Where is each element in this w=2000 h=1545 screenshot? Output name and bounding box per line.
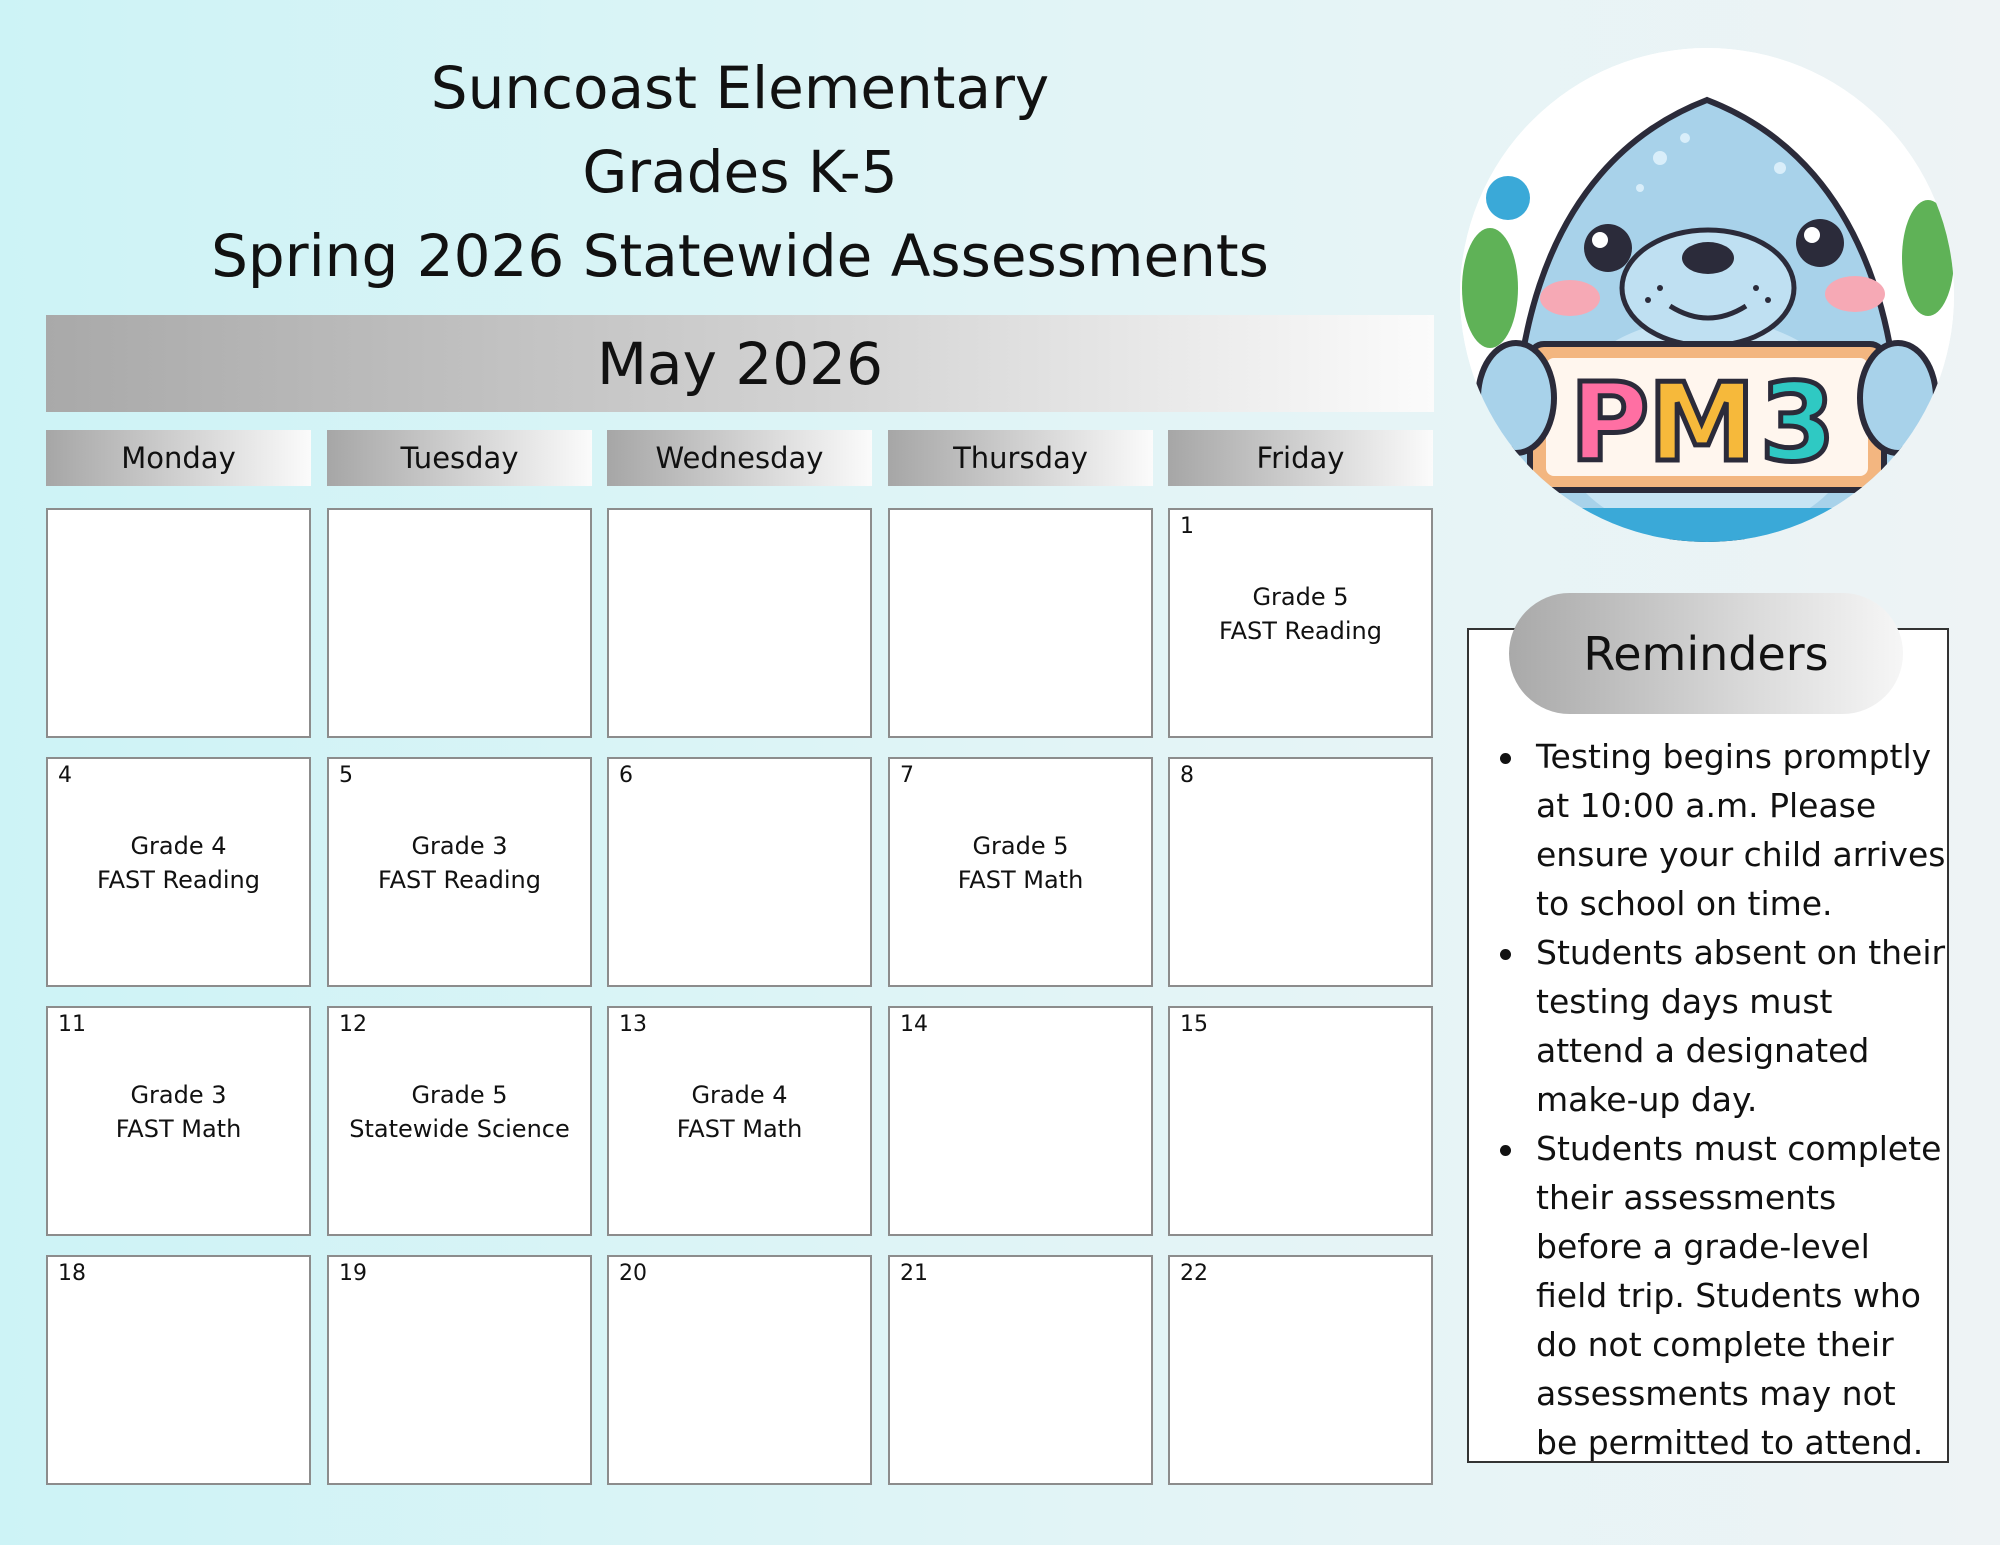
day-number: 19 [339, 1261, 367, 1286]
day-number: 14 [900, 1012, 928, 1037]
reminders-list [1496, 732, 1946, 1467]
weekday-header-tuesday: Tuesday [327, 430, 592, 486]
day-number: 12 [339, 1012, 367, 1037]
day-event: Grade 4 FAST Math [676, 1081, 803, 1143]
weekday-header-wednesday: Wednesday [607, 430, 872, 486]
day-number: 21 [900, 1261, 928, 1286]
day-number: 1 [1180, 514, 1194, 539]
month-banner: May 2026 [46, 315, 1434, 412]
calendar-day-cell [327, 1006, 592, 1236]
day-event: Grade 5 FAST Math [957, 832, 1084, 894]
reminder-item: Testing begins promptly at 10:00 a.m. Please ensure your child arrives to school on time. [1496, 732, 1946, 928]
reminder-item: Students must complete their assessments before a grade-level field trip. Students who do not complete their assessments may not be permitted to attend. [1496, 1124, 1946, 1467]
school-name: Suncoast Elementary [430, 54, 1050, 122]
calendar-day-cell [46, 1006, 311, 1236]
day-number: 18 [58, 1261, 86, 1286]
day-event: Grade 3 FAST Reading [378, 832, 541, 894]
svg-text:3: 3 [1760, 361, 1836, 486]
calendar-day-cell [1168, 1255, 1433, 1485]
manatee-mascot-icon [1460, 48, 1954, 542]
weekday-header-friday: Friday [1168, 430, 1433, 486]
calendar-day-cell [888, 508, 1153, 738]
day-number: 11 [58, 1012, 86, 1037]
day-event: Grade 3 FAST Math [115, 1081, 242, 1143]
calendar-day-cell [46, 508, 311, 738]
day-number: 20 [619, 1261, 647, 1286]
day-event: Grade 5 Statewide Science [349, 1081, 570, 1143]
svg-text:P: P [1570, 361, 1650, 486]
day-event: Grade 5 FAST Reading [1219, 583, 1382, 645]
calendar-day-cell [327, 757, 592, 987]
calendar-day-cell [607, 508, 872, 738]
day-number: 22 [1180, 1261, 1208, 1286]
day-number: 15 [1180, 1012, 1208, 1037]
calendar-day-cell [888, 1006, 1153, 1236]
reminders-title: Reminders [1509, 593, 1903, 714]
calendar-day-cell [607, 1006, 872, 1236]
calendar-day-cell [1168, 1006, 1433, 1236]
calendar-day-cell [327, 508, 592, 738]
calendar-day-cell [607, 757, 872, 987]
day-number: 8 [1180, 763, 1194, 788]
day-event: Grade 4 FAST Reading [97, 832, 260, 894]
day-number: 5 [339, 763, 353, 788]
weekday-header-row [46, 430, 1436, 486]
calendar-day-cell [1168, 508, 1433, 738]
weekday-header-thursday: Thursday [888, 430, 1153, 486]
calendar-day-cell [888, 1255, 1153, 1485]
grade-range: Grades K-5 [582, 138, 898, 206]
day-number: 13 [619, 1012, 647, 1037]
weekday-header-monday: Monday [46, 430, 311, 486]
reminder-item: Students absent on their testing days must attend a designated make-up day. [1496, 928, 1946, 1124]
calendar-day-cell [888, 757, 1153, 987]
calendar-day-cell [327, 1255, 592, 1485]
calendar-day-cell [46, 757, 311, 987]
calendar-day-cell [1168, 757, 1433, 987]
calendar-grid [46, 508, 1436, 1485]
calendar-day-cell [46, 1255, 311, 1485]
day-number: 4 [58, 763, 72, 788]
svg-text:M: M [1648, 361, 1756, 486]
assessment-title: Spring 2026 Statewide Assessments [211, 222, 1269, 290]
calendar-day-cell [607, 1255, 872, 1485]
day-number: 7 [900, 763, 914, 788]
page-title [40, 46, 1440, 298]
day-number: 6 [619, 763, 633, 788]
